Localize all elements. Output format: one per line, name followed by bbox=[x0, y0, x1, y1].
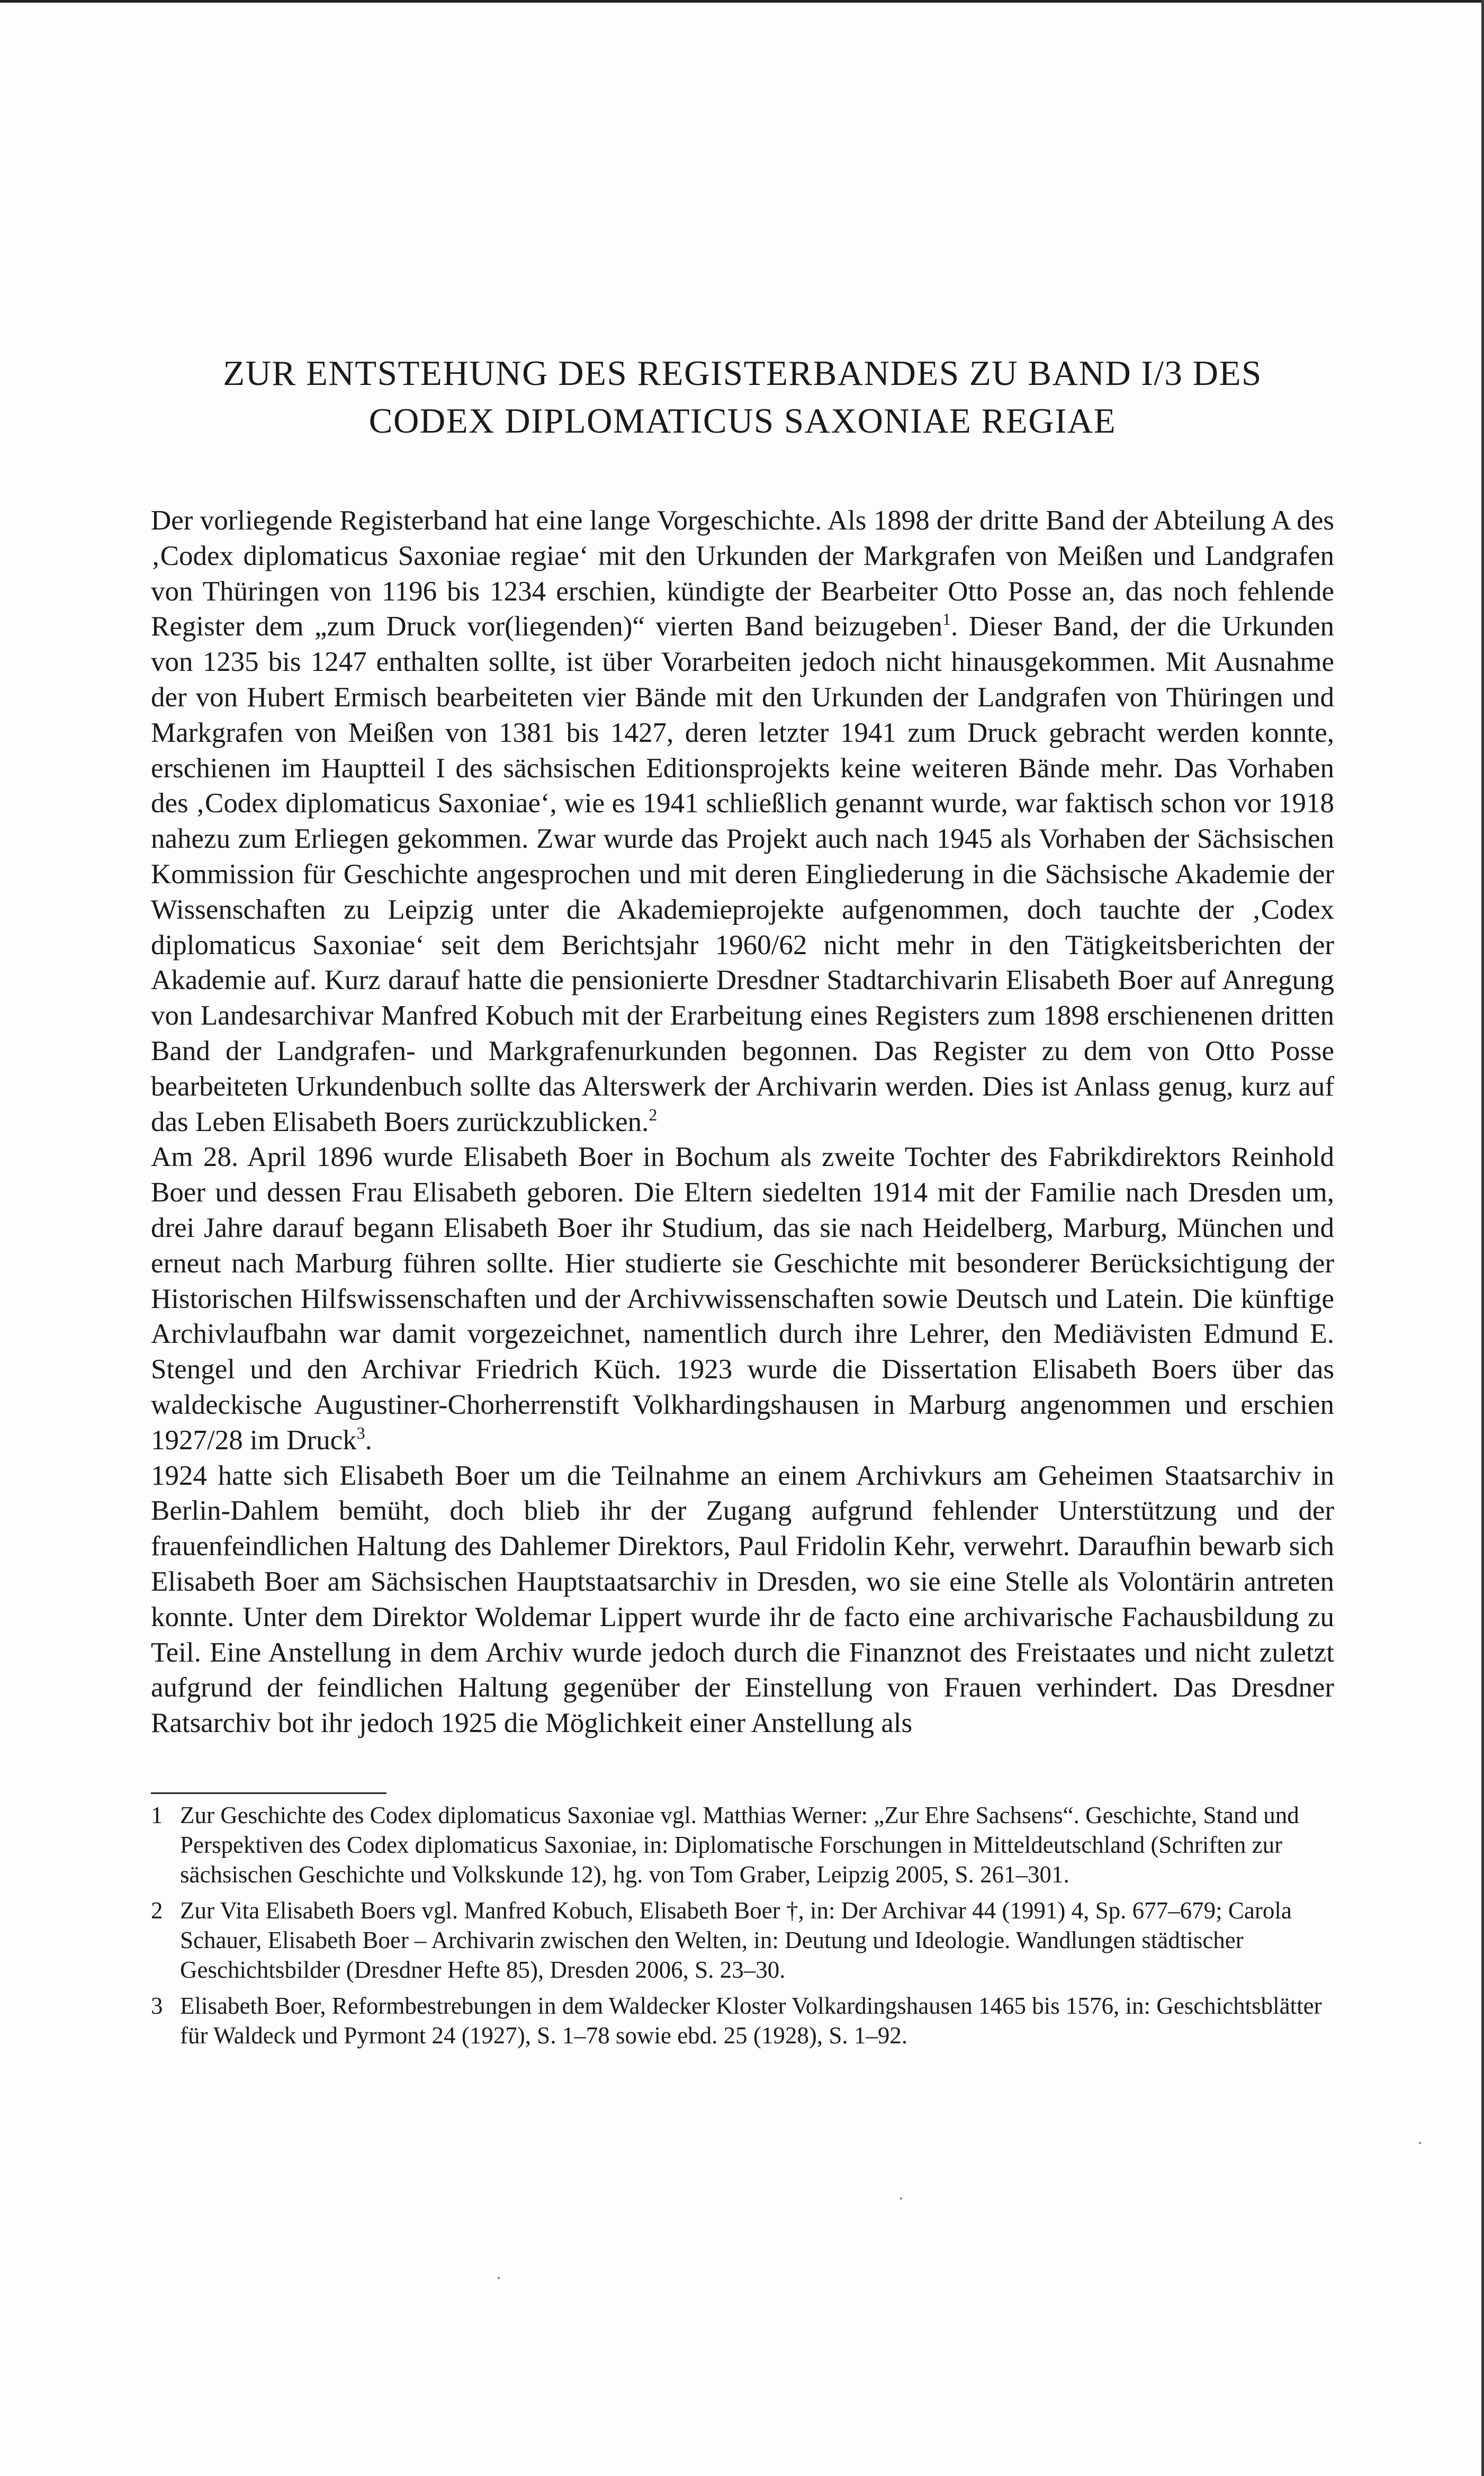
footnote-1 bbox=[151, 1800, 1334, 1889]
footnote-text: Elisabeth Boer, Reformbestrebungen in dem Waldecker Kloster Volkardingshausen 1465 bis 1576, in: Geschichtsblätter für Waldeck und Pyrmont 24 (1927), S. 1–78 sowie ebd. 25 (1928), S. 1–92. bbox=[180, 1993, 1322, 2049]
page-title bbox=[151, 349, 1334, 445]
page-edge-shadow bbox=[1481, 0, 1484, 2476]
footnote-number: 1 bbox=[151, 1802, 163, 1828]
footnote-number: 3 bbox=[151, 1993, 163, 2019]
footnotes bbox=[151, 1800, 1334, 2057]
paragraph-3: 1924 hatte sich Elisabeth Boer um die Teilnahme an einem Archivkurs am Geheimen Staatsarchiv in Berlin-Dahlem bemüht, doch blieb ihr der Zugang aufgrund fehlender Unterstützung und der frauenfeindlichen Haltung des Dahlemer Direktors, Paul Fridolin Kehr, verwehrt. Daraufhin bewarb sich Elisabeth Boer am Sächsischen Hauptstaatsarchiv in Dresden, wo sie eine Stelle als Volontärin antreten konnte. Unter dem Direktor Woldemar Lippert wurde ihr de facto eine archivarische Fachausbildung zu Teil. Eine Anstellung in dem Archiv wurde jedoch durch die Finanznot des Freistaates und nicht zuletzt aufgrund der feindlichen Haltung gegenüber der Einstellung von Frauen verhindert. Das Dresdner Ratsarchiv bot ihr jedoch 1925 die Möglichkeit einer Anstellung als bbox=[151, 1460, 1334, 1739]
scan-speck bbox=[900, 2197, 902, 2200]
footnote-text: Zur Vita Elisabeth Boers vgl. Manfred Kobuch, Elisabeth Boer †, in: Der Archivar 44 (1991) 4, Sp. 677–679; Carola Schauer, Elisabeth Boer – Archivarin zwischen den Welten, in: Deutung und Ideologie. Wandlungen städtischer Geschichtsbilder (Dresdner Hefte 85), Dresden 2006, S. 23–30. bbox=[180, 1897, 1292, 1983]
footnote-ref-1[interactable]: 1 bbox=[942, 609, 951, 629]
footnote-separator bbox=[151, 1792, 386, 1794]
footnote-3 bbox=[151, 1991, 1334, 2050]
paragraph-1 bbox=[151, 503, 1334, 1140]
title-line-2: CODEX DIPLOMATICUS SAXONIAE REGIAE bbox=[368, 401, 1117, 441]
paragraph-1-text-b: . Dieser Band, der die Urkunden von 1235 bis 1247 enthalten sollte, ist über Vorarbeiten jedoch nicht hinausgekommen. Mit Ausnahme der von Hubert Ermisch bearbeiteten vier Bände mit den Urkunden der Landgrafen von Thüringen und Markgrafen von Meißen von 1381 bis 1427, deren letzter 1941 zum Druck gebracht werden konnte, erschienen im Hauptteil I des sächsischen Editionsprojekts keine weiteren Bände mehr. Das Vorhaben des ‚Codex diplomaticus Saxoniae‘, wie es 1941 schließlich genannt wurde, war faktisch schon vor 1918 nahezu zum Erliegen gekommen. Zwar wurde das Projekt auch nach 1945 als Vorhaben der Sächsischen Kommission für Geschichte angesprochen und mit deren Eingliederung in die Sächsische Akademie der Wissenschaften zu Leipzig unter die Akademieprojekte aufgenommen, doch tauchte der ‚Codex diplomaticus Saxoniae‘ seit dem Berichtsjahr 1960/62 nicht mehr in den Tätigkeitsberichten der Akademie auf. Kurz darauf hatte die pensionierte Dresdner Stadtarchivarin Elisabeth Boer auf Anregung von Landesarchivar Manfred Kobuch mit der Erarbeitung eines Registers zum 1898 erschienenen dritten Band der Landgrafen- und Markgrafenurkunden begonnen. Das Register zu dem von Otto Posse bearbeiteten Urkundenbuch sollte das Alterswerk der Archivarin werden. Dies ist Anlass genug, kurz auf das Leben Elisabeth Boers zurückzublicken. bbox=[151, 611, 1334, 1137]
footnote-ref-2[interactable]: 2 bbox=[649, 1105, 658, 1124]
scan-speck bbox=[1419, 2142, 1421, 2144]
scan-speck bbox=[498, 2277, 500, 2279]
body-text bbox=[151, 503, 1334, 1741]
footnote-ref-3[interactable]: 3 bbox=[356, 1423, 365, 1442]
title-line-1: ZUR ENTSTEHUNG DES REGISTERBANDES ZU BAND I/3 DES bbox=[223, 354, 1262, 393]
paragraph-2-text-a: Am 28. April 1896 wurde Elisabeth Boer in Bochum als zweite Tochter des Fabrikdirektors Reinhold Boer und dessen Frau Elisabeth geboren. Die Eltern siedelten 1914 mit der Familie nach Dresden um, drei Jahre darauf begann Elisabeth Boer ihr Studium, das sie nach Heidelberg, Marburg, München und erneut nach Marburg führen sollte. Hier studierte sie Geschichte mit besonderer Berücksichtigung der Historischen Hilfswissenschaften und der Archivwissenschaften sowie Deutsch und Latein. Die künftige Archivlaufbahn war damit vorgezeichnet, namentlich durch ihre Lehrer, den Mediävisten Edmund E. Stengel und den Archivar Friedrich Küch. 1923 wurde die Dissertation Elisabeth Boers über das waldeckische Augustiner-Chorherrenstift Volkhardingshausen in Marburg angenommen und erschien 1927/28 im Druck bbox=[151, 1142, 1334, 1456]
footnote-2 bbox=[151, 1896, 1334, 1985]
footnote-text: Zur Geschichte des Codex diplomaticus Saxoniae vgl. Matthias Werner: „Zur Ehre Sachsens“. Geschichte, Stand und Perspektiven des Codex diplomaticus Saxoniae, in: Diplomatische Forschungen in Mitteldeutschland (Schriften zur sächsischen Geschichte und Volkskunde 12), hg. von Tom Graber, Leipzig 2005, S. 261–301. bbox=[180, 1802, 1299, 1888]
paragraph-2-text-b: . bbox=[365, 1424, 372, 1456]
paragraph-2 bbox=[151, 1140, 1334, 1458]
top-border-rule bbox=[0, 0, 1484, 3]
footnote-number: 2 bbox=[151, 1897, 163, 1924]
paragraph-1-text-a: Der vorliegende Registerband hat eine lange Vorgeschichte. Als 1898 der dritte Band der Abteilung A des ‚Codex diplomaticus Saxoniae regiae‘ mit den Urkunden der Markgrafen von Meißen und Landgrafen von Thüringen von 1196 bis 1234 erschien, kündigte der Bearbeiter Otto Posse an, das noch fehlende Register dem „zum Druck vor(liegenden)“ vierten Band beizugeben bbox=[151, 505, 1334, 642]
